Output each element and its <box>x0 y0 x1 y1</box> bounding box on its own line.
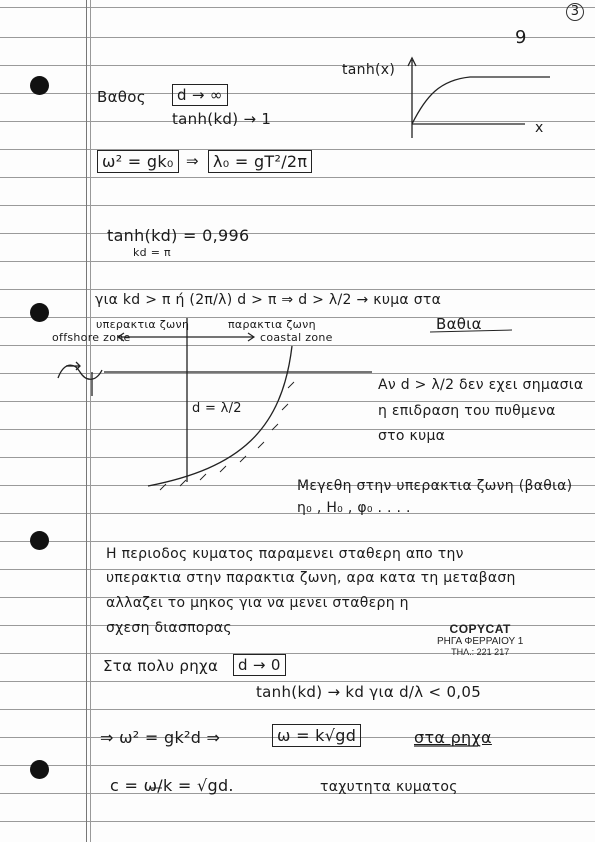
shallow-condition: d → 0 <box>233 654 286 676</box>
shallow-dispersion: ⇒ ω² = gk²d ⇒ <box>100 728 221 747</box>
deep-word: Βαθια <box>436 315 482 333</box>
offshore-en: offshore zone <box>52 331 131 344</box>
stamp-line-1: COPYCAT <box>449 622 511 636</box>
deep-condition: d → ∞ <box>172 84 228 106</box>
note-line-1: Αν d > λ/2 δεν εχει σημασια <box>378 377 584 393</box>
size-line-2: η₀ , Η₀ , φ₀ . . . . <box>297 500 411 516</box>
coastal-en: coastal zone <box>260 331 333 344</box>
size-line-1: Μεγεθη στην υπερακτια ζωνη (βαθια) <box>297 478 573 494</box>
stamp-line-3: ΤΗΛ.: 221 217 <box>451 647 510 657</box>
paragraph-line-2: υπερακτια στην παρακτια ζωνη, αρα κατα τη μεταβαση <box>106 570 516 586</box>
celerity-formula: c = ω/k = √gd. <box>110 776 234 795</box>
shallow-word: στα ρηχα <box>414 728 492 747</box>
note-line-2: η επιδραση του πυθμενα <box>378 403 556 419</box>
wave-profile <box>58 365 102 379</box>
page-mark: 9 <box>515 27 527 48</box>
wavelength-deep: λ₀ = gT²/2π <box>208 150 312 173</box>
paragraph-line-1: Η περιοδος κυματος παραμενει σταθερη απο την <box>106 546 464 562</box>
kd-pi: kd = π <box>133 246 171 259</box>
dispersion-deep: ω² = gk₀ <box>97 150 179 173</box>
tanh-curve <box>412 77 550 124</box>
seabed-hatching <box>160 382 294 490</box>
title-depth: Βαθος <box>97 88 146 106</box>
deep-rule: για kd > π ή (2π/λ) d > π ⇒ d > λ/2 → κυμα στα <box>95 292 442 308</box>
seabed-sketch <box>58 318 372 490</box>
shallow-omega: ω = k√gd <box>272 724 361 747</box>
tanh-value: tanh(kd) = 0,996 <box>107 226 250 245</box>
paragraph-line-4: σχεση διασπορας <box>106 620 232 636</box>
paragraph-line-3: αλλαζει το μηκος για να μενει σταθερη η <box>106 595 409 611</box>
note-line-3: στο κυμα <box>378 428 446 444</box>
stamp-line-2: ΡΗΓΑ ΦΕΡΡΑΙΟΥ 1 <box>437 636 524 647</box>
graph-xlabel: x <box>535 120 544 136</box>
graph-ylabel: tanh(x) <box>342 62 396 78</box>
implies-arrow: ⇒ <box>186 152 199 170</box>
offshore-gr: υπερακτια ζωνη <box>96 318 190 331</box>
underline <box>430 330 512 332</box>
seabed-line <box>148 346 292 486</box>
tanh-graph <box>408 58 550 138</box>
celerity-label: ταχυτητα κυματος <box>320 779 458 795</box>
zone-arrow <box>118 333 254 341</box>
page-number: 3 <box>566 3 584 21</box>
coastal-gr: παρακτια ζωνη <box>228 318 316 331</box>
shallow-title: Στα πολυ ρηχα <box>103 657 219 675</box>
deep-tanh: tanh(kd) → 1 <box>172 110 272 128</box>
shallow-tanh: tanh(kd) → kd για d/λ < 0,05 <box>256 683 482 701</box>
d-half-label: d = λ/2 <box>192 401 242 416</box>
